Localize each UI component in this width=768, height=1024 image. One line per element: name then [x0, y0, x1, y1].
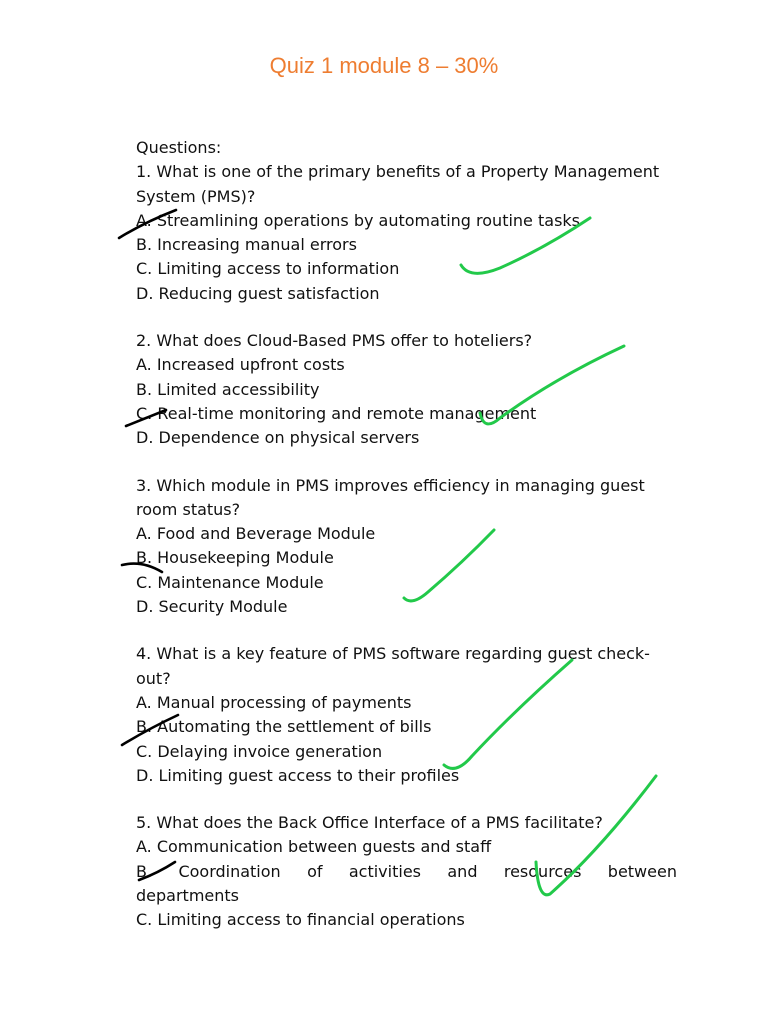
question-4: 4. What is a key feature of PMS software regarding guest check-out?	[136, 644, 650, 688]
q3-option-a: A. Food and Beverage Module	[136, 524, 376, 544]
document-title: Quiz 1 module 8 – 30%	[269, 53, 499, 78]
q5-option-b-word: Coordination	[178, 861, 281, 881]
q5-option-b-word: resources	[503, 861, 582, 881]
q5-option-b-word: between	[607, 861, 677, 881]
questions-heading: Questions:	[136, 138, 222, 157]
q4-option-d: D. Limiting guest access to their profiles	[136, 765, 460, 785]
q5-option-b-word: and	[447, 861, 478, 881]
q5-option-b	[136, 860, 677, 884]
q1-option-c: C. Limiting access to information	[136, 259, 400, 279]
q5-option-b-word: of	[307, 861, 323, 881]
q5-option-c: C. Limiting access to financial operations	[136, 910, 465, 930]
q2-option-d: D. Dependence on physical servers	[136, 428, 420, 448]
q5-option-b-continuation: departments	[136, 886, 239, 906]
q4-option-c: C. Delaying invoice generation	[136, 741, 383, 761]
q2-option-a: A. Increased upfront costs	[136, 355, 345, 375]
q2-option-b: B. Limited accessibility	[136, 379, 320, 399]
q1-option-d: D. Reducing guest satisfaction	[136, 283, 380, 303]
question-5: 5. What does the Back Office Interface of a PMS facilitate?	[136, 813, 603, 833]
quiz-body	[136, 136, 677, 933]
q1-option-b: B. Increasing manual errors	[136, 235, 357, 255]
q1-option-a: A. Streamlining operations by automating routine tasks	[136, 210, 580, 230]
question-3: 3. Which module in PMS improves efficiency in managing guest room status?	[136, 475, 645, 519]
q4-option-b: B. Automating the settlement of bills	[136, 717, 432, 737]
q3-option-c: C. Maintenance Module	[136, 572, 324, 592]
q3-option-b: B. Housekeeping Module	[136, 548, 334, 568]
q5-option-b-word: activities	[348, 861, 421, 881]
q2-option-c: C. Real-time monitoring and remote management	[136, 403, 537, 423]
question-2: 2. What does Cloud-Based PMS offer to hoteliers?	[136, 331, 533, 351]
q3-option-d: D. Security Module	[136, 597, 288, 617]
q5-option-b-word: B.	[136, 861, 153, 881]
q5-option-a: A. Communication between guests and staff	[136, 837, 492, 857]
q4-option-a: A. Manual processing of payments	[136, 692, 412, 712]
question-1: 1. What is one of the primary benefits of a Property Management System (PMS)?	[136, 162, 660, 206]
